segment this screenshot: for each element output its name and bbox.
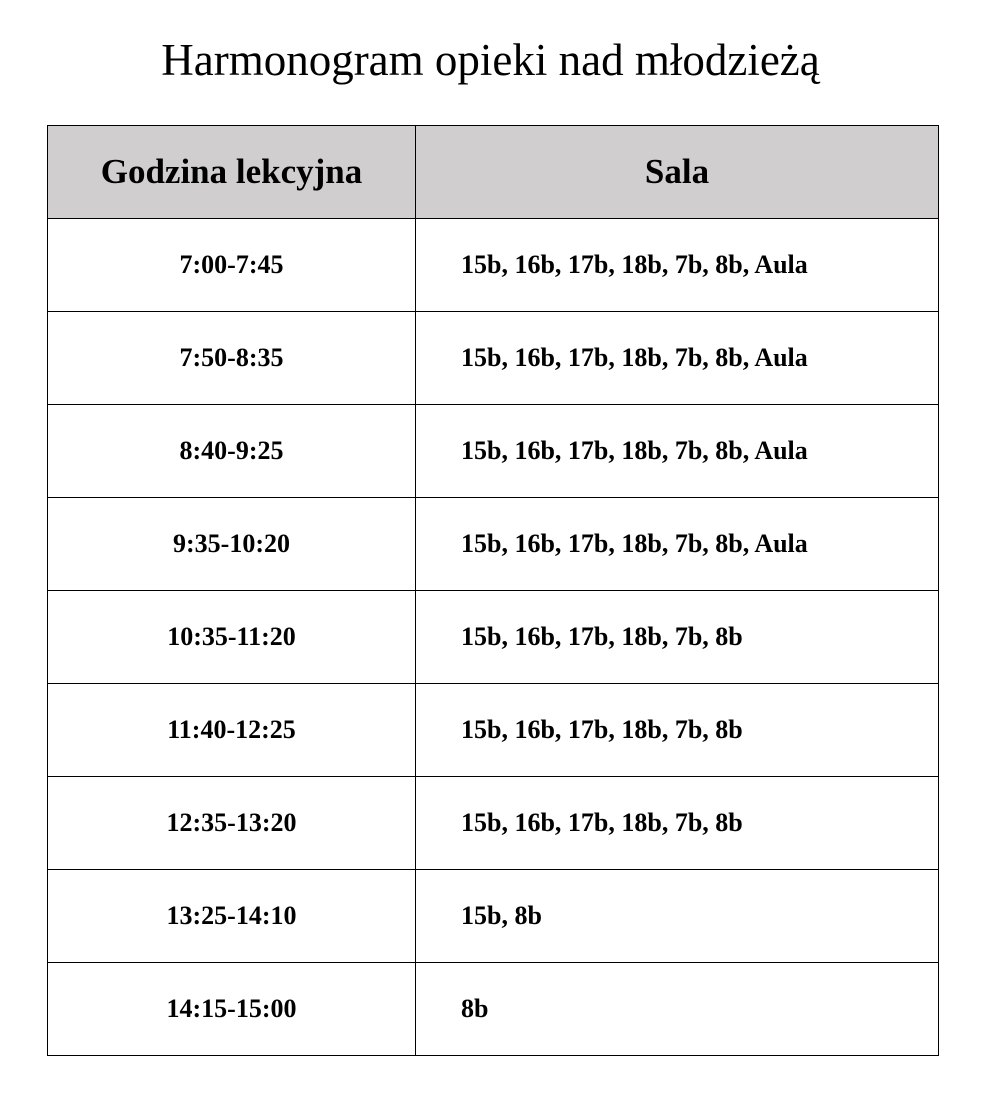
room-cell: 15b, 16b, 17b, 18b, 7b, 8b, Aula bbox=[416, 498, 939, 591]
time-cell: 12:35-13:20 bbox=[48, 777, 416, 870]
time-cell: 10:35-11:20 bbox=[48, 591, 416, 684]
table-row bbox=[48, 312, 939, 405]
room-cell: 15b, 16b, 17b, 18b, 7b, 8b bbox=[416, 684, 939, 777]
time-cell: 11:40-12:25 bbox=[48, 684, 416, 777]
table-header-row bbox=[48, 126, 939, 219]
room-cell: 15b, 8b bbox=[416, 870, 939, 963]
time-cell: 9:35-10:20 bbox=[48, 498, 416, 591]
room-cell: 15b, 16b, 17b, 18b, 7b, 8b, Aula bbox=[416, 219, 939, 312]
time-cell: 13:25-14:10 bbox=[48, 870, 416, 963]
time-cell: 8:40-9:25 bbox=[48, 405, 416, 498]
time-cell: 14:15-15:00 bbox=[48, 963, 416, 1056]
room-cell: 8b bbox=[416, 963, 939, 1056]
room-cell: 15b, 16b, 17b, 18b, 7b, 8b bbox=[416, 777, 939, 870]
table-row bbox=[48, 870, 939, 963]
table-row bbox=[48, 963, 939, 1056]
table-row bbox=[48, 219, 939, 312]
page-title: Harmonogram opieki nad młodzieżą bbox=[161, 35, 820, 85]
column-header-time: Godzina lekcyjna bbox=[48, 126, 416, 219]
room-cell: 15b, 16b, 17b, 18b, 7b, 8b bbox=[416, 591, 939, 684]
room-cell: 15b, 16b, 17b, 18b, 7b, 8b, Aula bbox=[416, 312, 939, 405]
table-row bbox=[48, 777, 939, 870]
time-cell: 7:50-8:35 bbox=[48, 312, 416, 405]
table-row bbox=[48, 591, 939, 684]
table-row bbox=[48, 405, 939, 498]
column-header-room: Sala bbox=[416, 126, 939, 219]
table-row bbox=[48, 498, 939, 591]
schedule-table bbox=[47, 125, 939, 1056]
time-cell: 7:00-7:45 bbox=[48, 219, 416, 312]
room-cell: 15b, 16b, 17b, 18b, 7b, 8b, Aula bbox=[416, 405, 939, 498]
table-row bbox=[48, 684, 939, 777]
